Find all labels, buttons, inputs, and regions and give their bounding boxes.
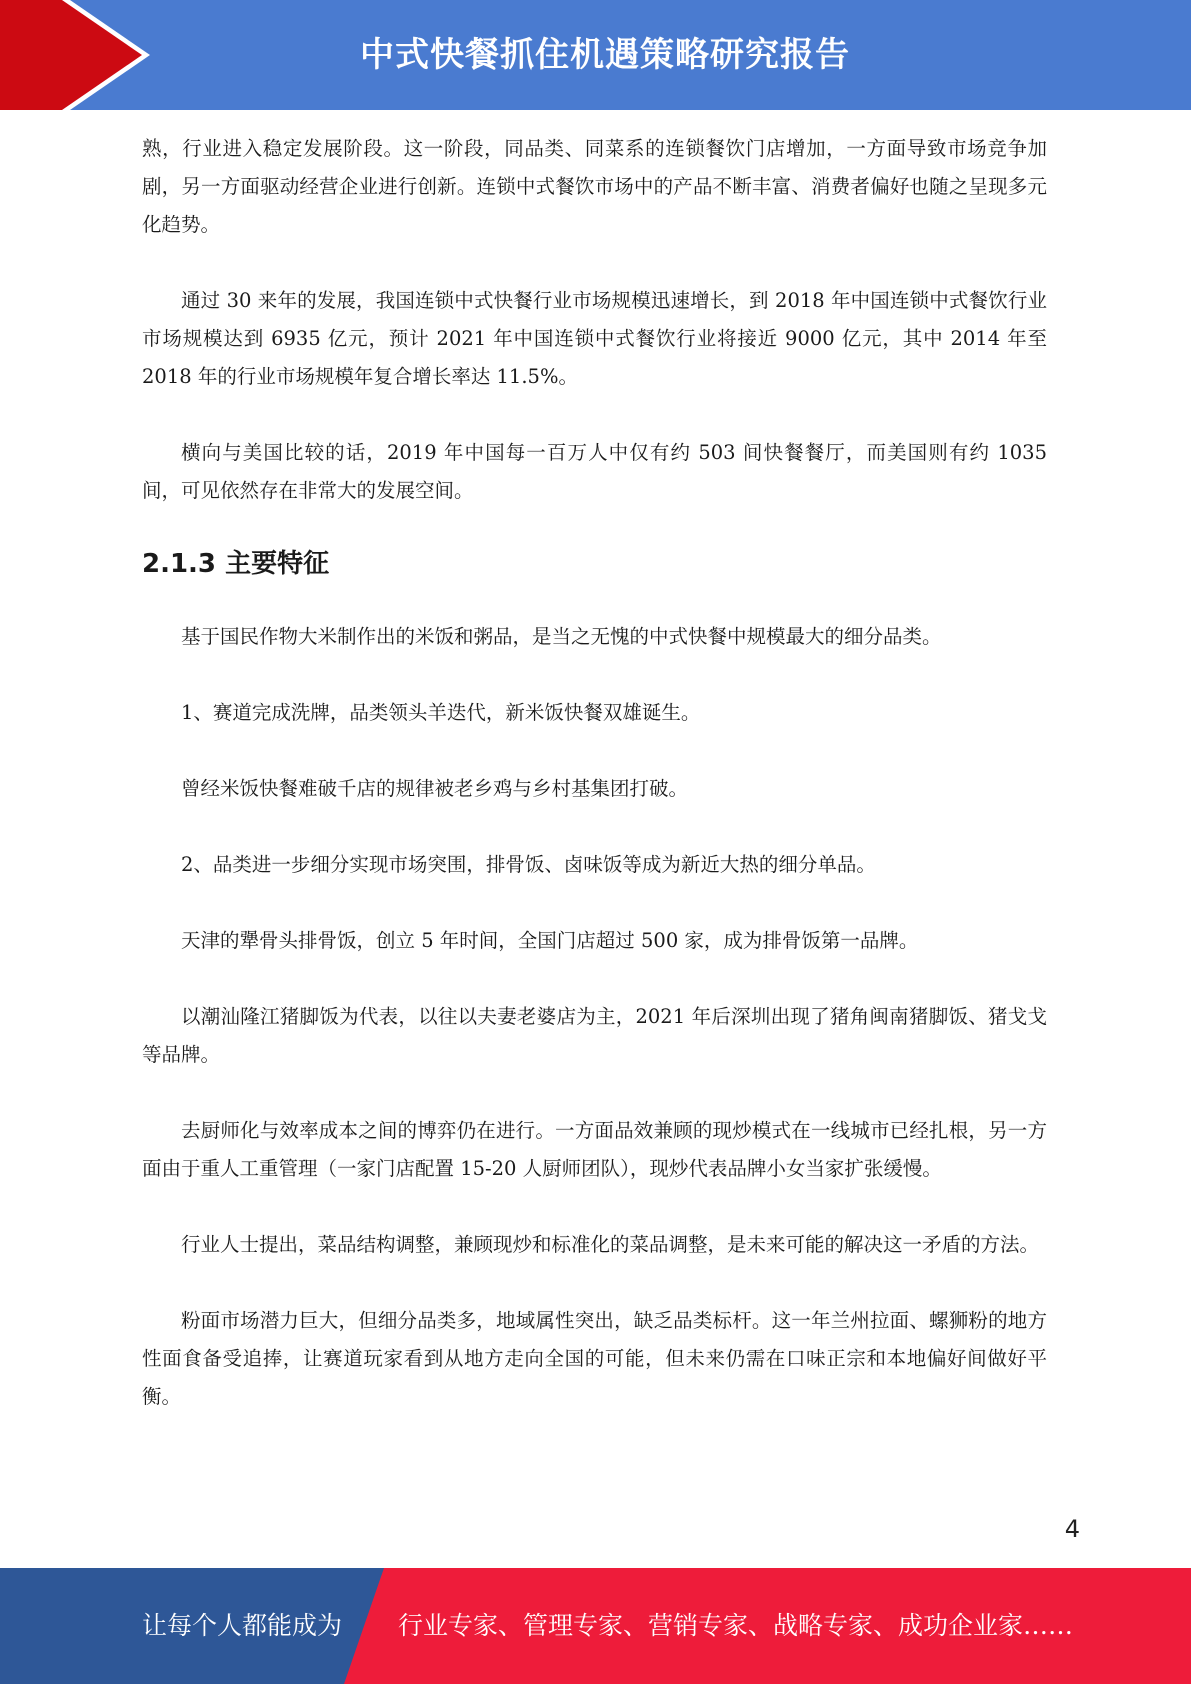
- paragraph-us-comparison: 横向与美国比较的话，2019 年中国每一百万人中仅有约 503 间快餐餐厅，而美国则有约 1035 间，可见依然存在非常大的发展空间。: [142, 441, 1047, 502]
- paragraph-rice-chains: 曾经米饭快餐难破千店的规律被老乡鸡与乡村基集团打破。: [181, 777, 689, 800]
- paragraph-rib-rice-brand: 天津的犟骨头排骨饭，创立 5 年时间，全国门店超过 500 家，成为排骨饭第一品牌。: [181, 929, 919, 952]
- paragraph-market-maturity: 熟，行业进入稳定发展阶段。这一阶段，同品类、同菜系的连锁餐饮门店增加，一方面导致市场竞争加剧，另一方面驱动经营企业进行创新。连锁中式餐饮市场中的产品不断丰富、消费者偏好也随之呈现多元化趋势。: [142, 137, 1047, 236]
- footer-slogan-left: 让每个人都能成为: [142, 1611, 343, 1640]
- report-title: 中式快餐抓住机遇策略研究报告: [360, 35, 850, 75]
- header-chevron-decoration: [0, 0, 160, 110]
- paragraph-pork-knuckle-rice: 以潮汕隆江猪脚饭为代表，以往以夫妻老婆店为主，2021 年后深圳出现了猪角闽南猪脚饭、猪戈戈等品牌。: [142, 1005, 1047, 1066]
- paragraph-rice-category: 基于国民作物大米制作出的米饭和粥品，是当之无愧的中式快餐中规模最大的细分品类。: [181, 625, 942, 648]
- main-content: [142, 130, 1047, 1416]
- footer-slogan-right: 行业专家、管理专家、营销专家、战略专家、成功企业家……: [398, 1611, 1074, 1640]
- page-header: [0, 0, 1191, 110]
- paragraph-noodle-market: 粉面市场潜力巨大，但细分品类多，地域属性突出，缺乏品类标杆。这一年兰州拉面、螺狮粉的地方性面食备受追捧，让赛道玩家看到从地方走向全国的可能，但未来仍需在口味正宗和本地偏好间做好平衡。: [142, 1309, 1047, 1408]
- page-number: 4: [1064, 1515, 1080, 1543]
- paragraph-industry-opinion: 行业人士提出，菜品结构调整，兼顾现炒和标准化的菜品调整，是未来可能的解决这一矛盾的方法。: [181, 1233, 1040, 1256]
- paragraph-chef-efficiency: 去厨师化与效率成本之间的博弈仍在进行。一方面品效兼顾的现炒模式在一线城市已经扎根，另一方面由于重人工重管理（一家门店配置 15-20 人厨师团队），现炒代表品牌小女当家扩张缓慢。: [142, 1119, 1047, 1180]
- page-footer: [0, 1568, 1191, 1684]
- paragraph-point-2: 2、品类进一步细分实现市场突围，排骨饭、卤味饭等成为新近大热的细分单品。: [181, 853, 876, 876]
- paragraph-market-size: 通过 30 来年的发展，我国连锁中式快餐行业市场规模迅速增长，到 2018 年中国连锁中式餐饮行业市场规模达到 6935 亿元，预计 2021 年中国连锁中式餐饮行业将接近 9000 亿元，其中 2014 年至 2018 年的行业市场规模年复合增长率达 11.5%。: [142, 289, 1047, 388]
- section-heading: 2.1.3 主要特征: [142, 549, 330, 579]
- paragraph-point-1: 1、赛道完成洗牌，品类领头羊迭代，新米饭快餐双雄诞生。: [181, 701, 701, 724]
